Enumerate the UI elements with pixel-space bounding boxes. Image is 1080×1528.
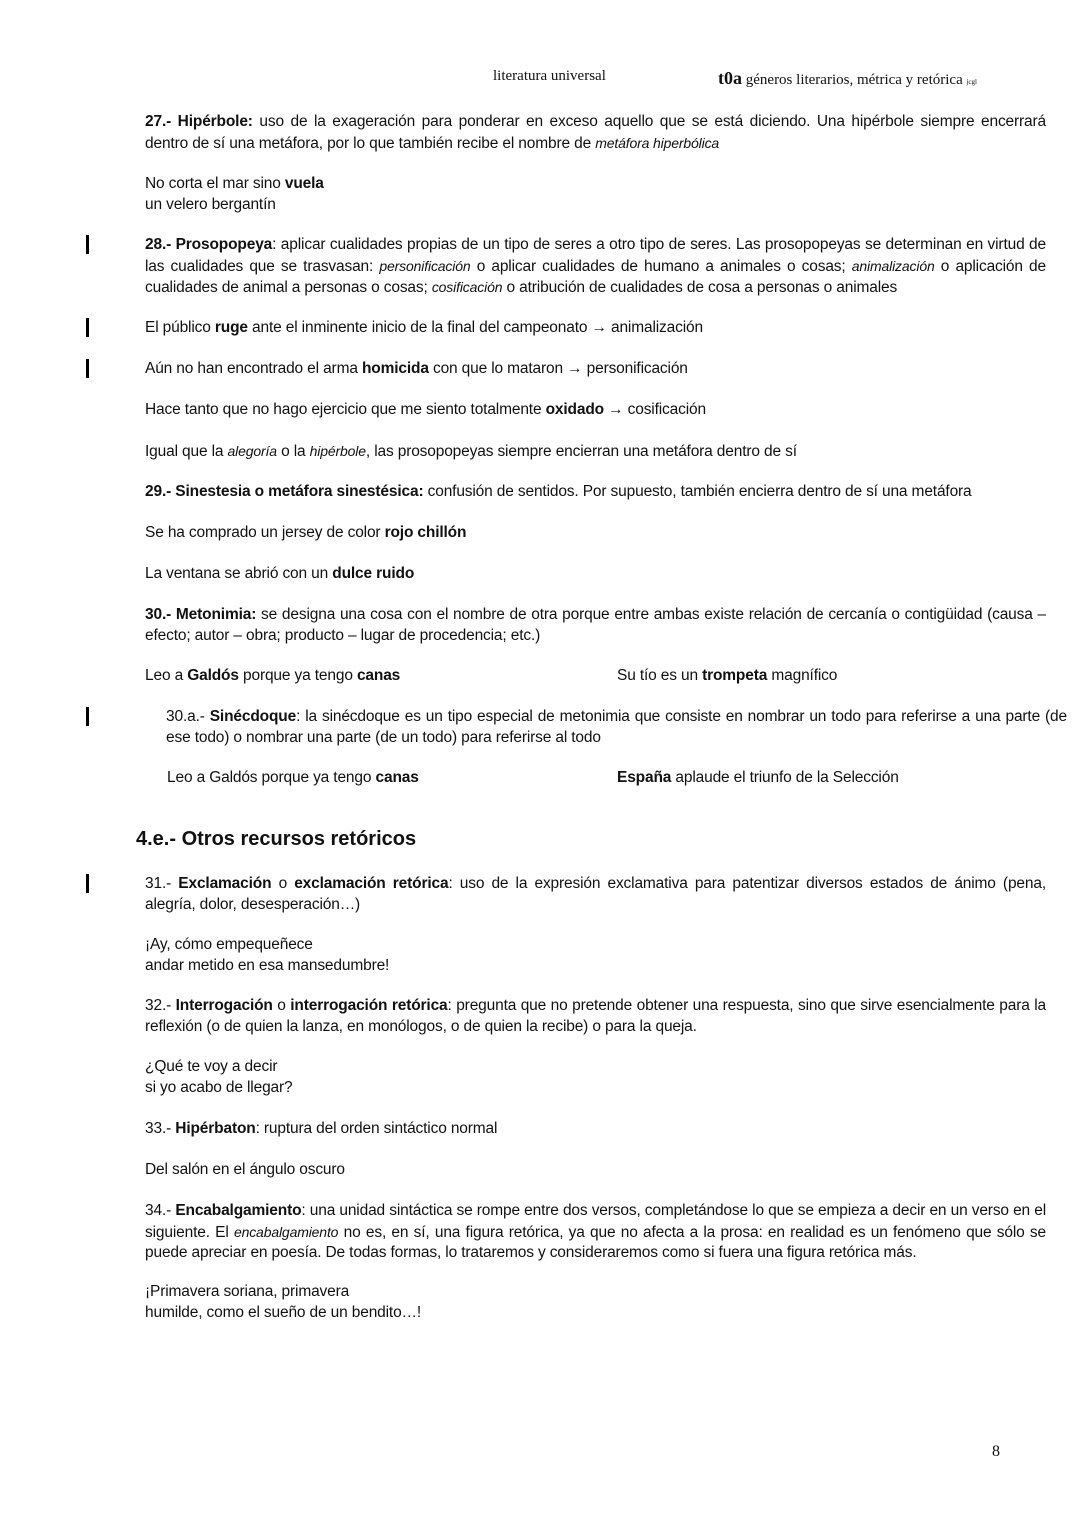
example-27: No corta el mar sino vuela un velero bergantín	[145, 175, 324, 213]
item-number: 27.-	[145, 113, 172, 130]
example-31: ¡Ay, cómo empequeñece andar metido en esa mansedumbre!	[145, 936, 390, 974]
example-33: Del salón en el ángulo oscuro	[145, 1161, 345, 1178]
page-number: 8	[992, 1443, 1000, 1460]
paragraph-28: 28.- Prosopopeya: aplicar cualidades propias de un tipo de seres a otro tipo de seres. Las prosopopeyas se determinan en virtud de las cualidades que se trasvasan: personificación o aplicar cualidades de humano a animales o cosas; animalización o aplicación de cualidades de animal a personas o cosas; cosificación o atribución de cualidades de cosa a personas o animales	[145, 236, 1046, 296]
example-28-1: El público ruge ante el inminente inicio de la final del campeonato → animalización	[145, 319, 703, 336]
paragraph-30a: 30.a.- Sinécdoque: la sinécdoque es un tipo especial de metonimia que consiste en nombrar un todo para referirse a una parte (de ese todo) o nombrar una parte (de un todo) para referirse al todo	[166, 708, 1067, 746]
term-prosopopeya: Prosopopeya	[175, 236, 273, 253]
paragraph-27: 27.- Hipérbole: uso de la exageración para ponderar en exceso aquello que se está diciendo. Una hipérbole siempre encerrará dentro de sí una metáfora, por lo que también recibe el nombre de metáfora hiperbólica	[145, 113, 1046, 152]
term-sinestesia: Sinestesia o metáfora sinestésica:	[175, 483, 424, 500]
section-heading: 4.e.- Otros recursos retóricos	[136, 828, 417, 850]
example-32: ¿Qué te voy a decir si yo acabo de llegar?	[145, 1058, 293, 1096]
header-title	[718, 68, 977, 89]
paragraph-29: 29.- Sinestesia o metáfora sinestésica: confusión de sentidos. Por supuesto, también encierra dentro de sí una metáfora	[145, 483, 972, 500]
example-30a-1: Leo a Galdós porque ya tengo canas	[167, 769, 419, 786]
header-topic: géneros literarios, métrica y retórica	[745, 72, 963, 88]
term-hiperbole: Hipérbole:	[177, 113, 253, 130]
example-30-1: Leo a Galdós porque ya tengo canas	[145, 667, 401, 684]
revision-bar	[86, 359, 89, 378]
header-initials: jcgl	[966, 78, 977, 86]
term-sinecdoque: Sinécdoque	[209, 708, 297, 725]
example-28-3: Hace tanto que no hago ejercicio que me siento totalmente oxidado → cosificación	[145, 401, 706, 418]
example-30-2: Su tío es un trompeta magnífico	[617, 667, 838, 684]
example-29-1: Se ha comprado un jersey de color rojo chillón	[145, 524, 467, 541]
revision-bar	[86, 707, 89, 726]
paragraph-30: 30.- Metonimia: se designa una cosa con el nombre de otra porque entre ambas existe relación de cercanía o contigüidad (causa – efecto; autor – obra; producto – lugar de procedencia; etc.)	[145, 606, 1046, 644]
example-34: ¡Primavera soriana, primavera humilde, como el sueño de un bendito…!	[145, 1283, 422, 1321]
revision-bar	[86, 318, 89, 337]
term-metonimia: Metonimia:	[175, 606, 257, 623]
example-29-2: La ventana se abrió con un dulce ruido	[145, 565, 415, 582]
paragraph-32: 32.- Interrogación o interrogación retórica: pregunta que no pretende obtener una respuesta, sino que sirve esencialmente para la reflexión (o de quien la lanza, en monólogos, o de quien la recibe) o para la queja.	[145, 997, 1046, 1035]
revision-bar	[86, 235, 89, 254]
paragraph-34: 34.- Encabalgamiento: una unidad sintáctica se rompe entre dos versos, completándose lo que se empieza a decir en un verso en el siguiente. El encabalgamiento no es, en sí, una figura retórica, ya que no afecta a la prosa: en realidad es un fenómeno que sólo se puede apreciar en poesía. De todas formas, lo trataremos y consideraremos como si fuera una figura retórica más.	[145, 1202, 1046, 1261]
example-28-2: Aún no han encontrado el arma homicida con que lo mataron → personificación	[145, 360, 688, 377]
alt-name: metáfora hiperbólica	[595, 134, 720, 151]
paragraph-33: 33.- Hipérbaton: ruptura del orden sintáctico normal	[145, 1120, 498, 1137]
note-28: Igual que la alegoría o la hipérbole, las prosopopeyas siempre encierran una metáfora dentro de sí	[145, 443, 797, 460]
header-subject: literatura universal	[493, 68, 606, 84]
revision-bar	[86, 874, 89, 893]
example-30a-2: España aplaude el triunfo de la Selección	[617, 769, 899, 786]
header-code: t0a	[718, 68, 742, 88]
paragraph-31: 31.- Exclamación o exclamación retórica: uso de la expresión exclamativa para patentizar diversos estados de ánimo (pena, alegría, dolor, desesperación…)	[145, 875, 1046, 913]
